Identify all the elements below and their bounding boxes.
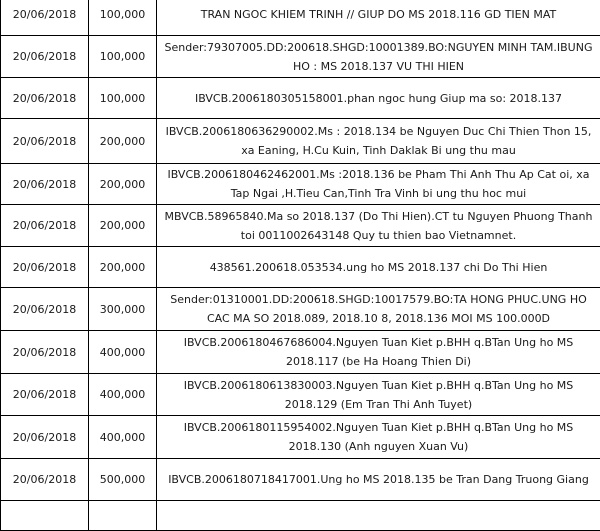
table-row xyxy=(1,36,600,78)
date-cell xyxy=(1,501,89,531)
date-cell: 20/06/2018 xyxy=(1,164,89,205)
amount-cell: 200,000 xyxy=(89,119,157,164)
description-cell xyxy=(157,501,600,531)
transaction-table-body xyxy=(1,0,600,531)
table-row xyxy=(1,288,600,331)
amount-cell: 400,000 xyxy=(89,374,157,416)
table-row xyxy=(1,164,600,205)
table-row xyxy=(1,501,600,531)
description-cell: MBVCB.58965840.Ma so 2018.137 (Do Thi Hien).CT tu Nguyen Phuong Thanh toi 0011002643148 Quy tu thien bao Vietnamnet. xyxy=(157,205,600,247)
date-cell: 20/06/2018 xyxy=(1,247,89,288)
table-row xyxy=(1,78,600,119)
amount-cell: 100,000 xyxy=(89,36,157,78)
table-row xyxy=(1,459,600,501)
table-row xyxy=(1,247,600,288)
date-cell: 20/06/2018 xyxy=(1,374,89,416)
table-row xyxy=(1,119,600,164)
amount-cell: 200,000 xyxy=(89,164,157,205)
table-row xyxy=(1,374,600,416)
amount-cell: 100,000 xyxy=(89,78,157,119)
table-row xyxy=(1,0,600,36)
amount-cell: 400,000 xyxy=(89,416,157,459)
date-cell: 20/06/2018 xyxy=(1,0,89,36)
table-row xyxy=(1,416,600,459)
amount-cell xyxy=(89,501,157,531)
description-cell: IBVCB.2006180305158001.phan ngoc hung Giup ma so: 2018.137 xyxy=(157,78,600,119)
description-cell: IBVCB.2006180613830003.Nguyen Tuan Kiet p.BHH q.BTan Ung ho MS 2018.129 (Em Tran Thi Anh Tuyet) xyxy=(157,374,600,416)
amount-cell: 300,000 xyxy=(89,288,157,331)
amount-cell: 100,000 xyxy=(89,0,157,36)
description-cell: Sender:79307005.DD:200618.SHGD:10001389.BO:NGUYEN MINH TAM.IBUNG HO : MS 2018.137 VU THI HIEN xyxy=(157,36,600,78)
date-cell: 20/06/2018 xyxy=(1,119,89,164)
description-cell: 438561.200618.053534.ung ho MS 2018.137 chi Do Thi Hien xyxy=(157,247,600,288)
description-cell: TRAN NGOC KHIEM TRINH // GIUP DO MS 2018.116 GD TIEN MAT xyxy=(157,0,600,36)
date-cell: 20/06/2018 xyxy=(1,459,89,501)
table-row xyxy=(1,205,600,247)
date-cell: 20/06/2018 xyxy=(1,205,89,247)
amount-cell: 400,000 xyxy=(89,331,157,374)
amount-cell: 200,000 xyxy=(89,247,157,288)
date-cell: 20/06/2018 xyxy=(1,331,89,374)
amount-cell: 500,000 xyxy=(89,459,157,501)
description-cell: IBVCB.2006180115954002.Nguyen Tuan Kiet p.BHH q.BTan Ung ho MS 2018.130 (Anh nguyen Xuan Vu) xyxy=(157,416,600,459)
description-cell: IBVCB.2006180636290002.Ms : 2018.134 be Nguyen Duc Chi Thien Thon 15, xa Eaning, H.Cu Kuin, Tinh Daklak Bi ung thu mau xyxy=(157,119,600,164)
description-cell: IBVCB.2006180462462001.Ms :2018.136 be Pham Thi Anh Thu Ap Cat oi, xa Tap Ngai ,H.Tieu Can,Tinh Tra Vinh bi ung thu hoc mui xyxy=(157,164,600,205)
table-row xyxy=(1,331,600,374)
description-cell: IBVCB.2006180718417001.Ung ho MS 2018.135 be Tran Dang Truong Giang xyxy=(157,459,600,501)
date-cell: 20/06/2018 xyxy=(1,78,89,119)
date-cell: 20/06/2018 xyxy=(1,288,89,331)
description-cell: IBVCB.2006180467686004.Nguyen Tuan Kiet p.BHH q.BTan Ung ho MS 2018.117 (be Ha Hoang Thien Di) xyxy=(157,331,600,374)
date-cell: 20/06/2018 xyxy=(1,416,89,459)
description-cell: Sender:01310001.DD:200618.SHGD:10017579.BO:TA HONG PHUC.UNG HO CAC MA SO 2018.089, 2018.10 8, 2018.136 MOI MS 100.000D xyxy=(157,288,600,331)
date-cell: 20/06/2018 xyxy=(1,36,89,78)
amount-cell: 200,000 xyxy=(89,205,157,247)
